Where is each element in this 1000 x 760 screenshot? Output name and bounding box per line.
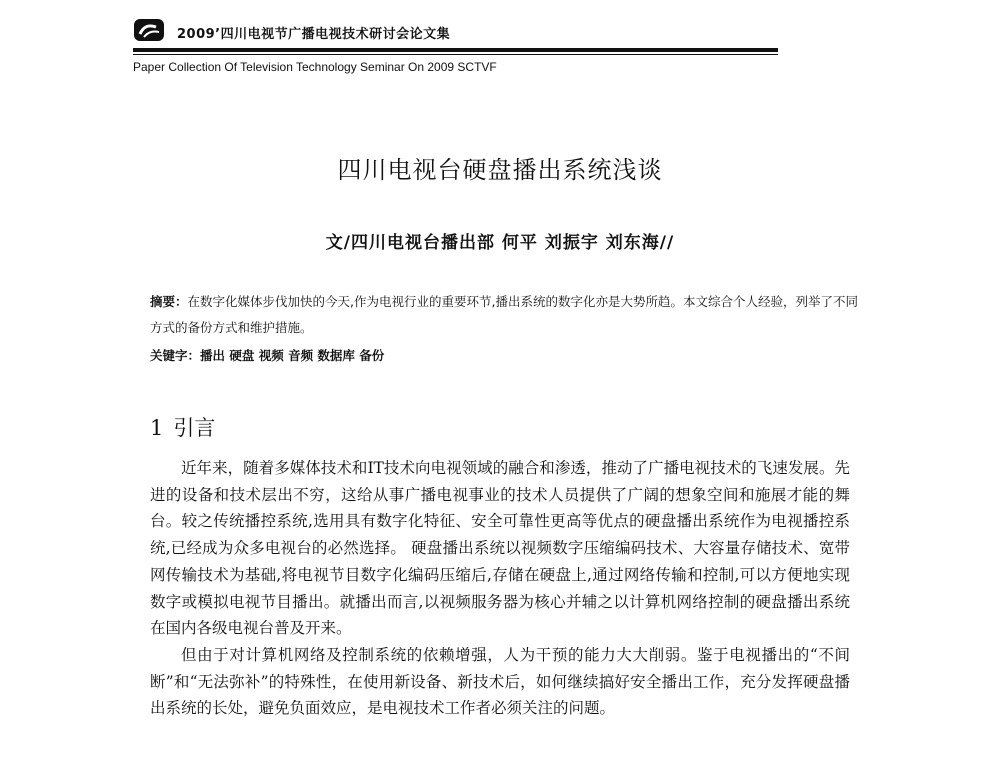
header-rule-thin bbox=[133, 54, 778, 55]
abstract-text: 在数字化媒体步伐加快的今天,作为电视行业的重要环节,播出系统的数字化亦是大势所趋。本文综合个人经验，列举了不同方式的备份方式和维护措施。 bbox=[150, 294, 858, 335]
paragraph: 但由于对计算机网络及控制系统的依赖增强，人为干预的能力大大削弱。鉴于电视播出的“不间断”和“无法弥补”的特殊性，在使用新设备、新技术后，如何继续搞好安全播出工作，充分发挥硬盘播出系统的长处，避免负面效应，是电视技术工作者必须关注的问题。 bbox=[150, 645, 850, 718]
abstract bbox=[150, 289, 860, 341]
paragraph: 近年来，随着多媒体技术和IT技术向电视领域的融合和渗透，推动了广播电视技术的飞速发展。先进的设备和技术层出不穷，这给从事广播电视事业的技术人员提供了广阔的想象空间和施展才能的舞台。较之传统播控系统,选用具有数字化特征、安全可靠性更高等优点的硬盘播出系统作为电视播控系统,已经成为众多电视台的必然选择。 硬盘播出系统以视频数字压缩编码技术、大容量存储技术、宽带网传输技术为基础,将电视节目数字化编码压缩后,存储在硬盘上,通过网络传输和控制,可以方便地实现数字或模拟电视节目播出。就播出而言,以视频服务器为核心并辅之以计算机网络控制的硬盘播出系统在国内各级电视台普及开来。 bbox=[150, 459, 850, 638]
header-rule-thick bbox=[133, 48, 778, 52]
conference-title: 2009’四川电视节广播电视技术研讨会论文集 bbox=[177, 27, 451, 42]
paper-title: 四川电视台硬盘播出系统浅谈 bbox=[337, 156, 663, 184]
section-number: 1 bbox=[150, 416, 164, 440]
section-heading bbox=[150, 412, 215, 442]
keywords-label: 关键字： bbox=[150, 348, 201, 363]
author-byline: 文/四川电视台播出部 何平 刘振宇 刘东海// bbox=[325, 233, 675, 253]
abstract-label: 摘要： bbox=[150, 294, 188, 309]
section-title: 引言 bbox=[173, 416, 216, 440]
section-body bbox=[150, 455, 850, 722]
conference-logo-icon bbox=[133, 18, 165, 42]
keywords bbox=[150, 343, 860, 369]
keywords-text: 播出 硬盘 视频 音频 数据库 备份 bbox=[200, 348, 385, 363]
conference-subtitle: Paper Collection Of Television Technology Seminar On 2009 SCTVF bbox=[133, 60, 497, 74]
